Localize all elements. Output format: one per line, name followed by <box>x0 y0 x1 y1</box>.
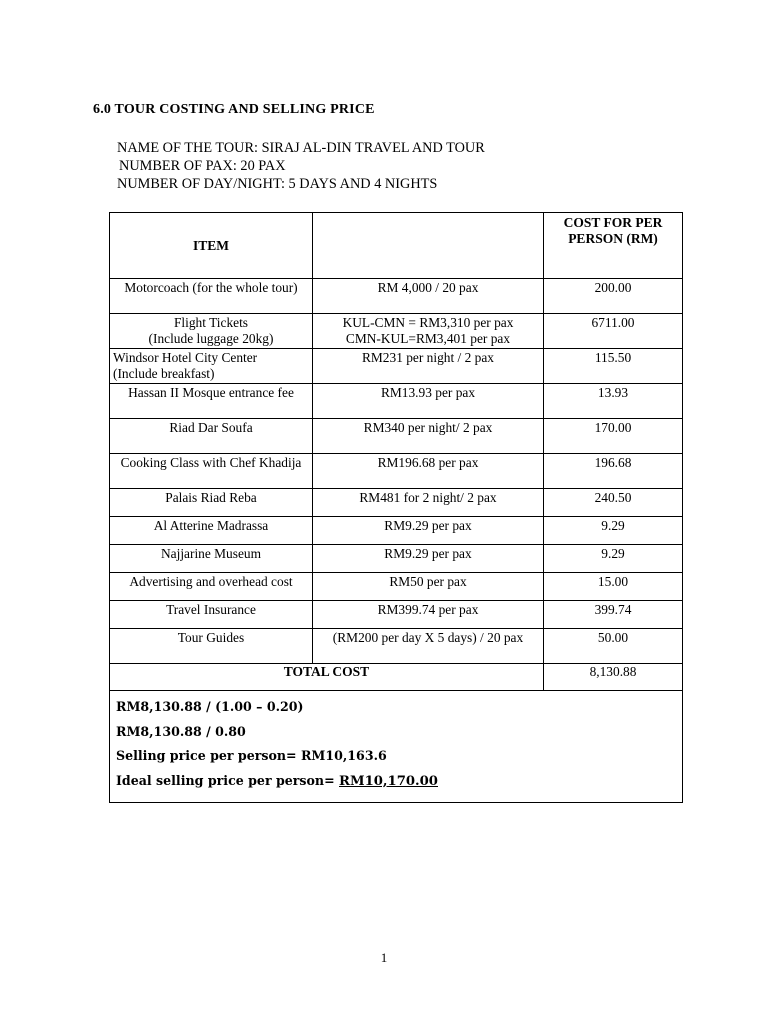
detail-line2: CMN-KUL=RM3,401 per pax <box>345 331 511 346</box>
calc-line-3: Selling price per person= RM10,163.6 <box>116 748 387 763</box>
cost-cell: 15.00 <box>544 573 683 601</box>
item-cell: Cooking Class with Chef Khadija <box>110 454 313 489</box>
cost-cell: 399.74 <box>544 601 683 629</box>
cost-cell: 6711.00 <box>544 314 683 349</box>
item-cell: Tour Guides <box>110 629 313 664</box>
table-row <box>110 349 683 384</box>
calc-line-4 <box>116 769 676 795</box>
ideal-price-value: RM10,170.00 <box>339 773 438 789</box>
tour-name-line: NAME OF THE TOUR: SIRAJ AL-DIN TRAVEL AND TOUR <box>117 140 485 156</box>
ideal-price-label: Ideal selling price per person= <box>116 772 335 788</box>
total-row <box>110 664 683 691</box>
table-row <box>110 489 683 517</box>
cost-cell: 240.50 <box>544 489 683 517</box>
detail-cell: RM196.68 per pax <box>313 454 544 489</box>
item-cell: Advertising and overhead cost <box>110 573 313 601</box>
table-header-row <box>110 213 683 279</box>
detail-cell: RM13.93 per pax <box>313 384 544 419</box>
item-cell: Najjarine Museum <box>110 545 313 573</box>
cost-cell: 9.29 <box>544 517 683 545</box>
detail-cell: RM481 for 2 night/ 2 pax <box>313 489 544 517</box>
header-cost-line1: COST FOR PER <box>563 215 663 230</box>
detail-cell: (RM200 per day X 5 days) / 20 pax <box>313 629 544 664</box>
table-row <box>110 279 683 314</box>
cost-cell: 200.00 <box>544 279 683 314</box>
table-row <box>110 384 683 419</box>
item-line1: Windsor Hotel City Center <box>113 350 258 365</box>
table-row <box>110 545 683 573</box>
page-number: 1 <box>380 950 388 965</box>
costing-table <box>109 212 683 803</box>
detail-cell: RM231 per night / 2 pax <box>313 349 544 384</box>
table-row <box>110 419 683 454</box>
cost-cell: 115.50 <box>544 349 683 384</box>
total-label: TOTAL COST <box>110 664 544 691</box>
cost-cell: 13.93 <box>544 384 683 419</box>
header-cost <box>544 213 683 279</box>
table-row <box>110 573 683 601</box>
item-line1: Flight Tickets <box>173 315 249 330</box>
detail-cell: RM 4,000 / 20 pax <box>313 279 544 314</box>
cost-cell: 9.29 <box>544 545 683 573</box>
item-line2: (Include breakfast) <box>113 366 215 381</box>
item-cell <box>110 349 313 384</box>
item-cell: Hassan II Mosque entrance fee <box>110 384 313 419</box>
pax-count-line: NUMBER OF PAX: 20 PAX <box>119 158 286 174</box>
detail-cell: RM9.29 per pax <box>313 517 544 545</box>
table-row <box>110 314 683 349</box>
section-heading: 6.0 TOUR COSTING AND SELLING PRICE <box>93 102 375 117</box>
item-cell: Al Atterine Madrassa <box>110 517 313 545</box>
cost-cell: 50.00 <box>544 629 683 664</box>
calculation-row <box>110 691 683 803</box>
item-cell: Palais Riad Reba <box>110 489 313 517</box>
cost-cell: 196.68 <box>544 454 683 489</box>
detail-cell: RM399.74 per pax <box>313 601 544 629</box>
header-detail <box>313 213 544 279</box>
duration-line: NUMBER OF DAY/NIGHT: 5 DAYS AND 4 NIGHTS <box>117 176 438 192</box>
cost-cell: 170.00 <box>544 419 683 454</box>
detail-cell: RM50 per pax <box>313 573 544 601</box>
detail-cell <box>313 314 544 349</box>
detail-cell: RM340 per night/ 2 pax <box>313 419 544 454</box>
table-row <box>110 454 683 489</box>
item-cell <box>110 314 313 349</box>
item-cell: Travel Insurance <box>110 601 313 629</box>
calc-line-1: RM8,130.88 / (1.00 – 0.20) <box>116 699 304 714</box>
item-line2: (Include luggage 20kg) <box>148 331 274 346</box>
header-cost-line2: PERSON (RM) <box>568 231 658 246</box>
table-row <box>110 629 683 664</box>
table-row <box>110 517 683 545</box>
item-cell: Riad Dar Soufa <box>110 419 313 454</box>
header-item: ITEM <box>110 213 313 279</box>
detail-cell: RM9.29 per pax <box>313 545 544 573</box>
total-value: 8,130.88 <box>544 664 683 691</box>
calculation-cell <box>110 691 683 803</box>
table-row <box>110 601 683 629</box>
item-cell: Motorcoach (for the whole tour) <box>110 279 313 314</box>
calc-line-2: RM8,130.88 / 0.80 <box>116 723 246 739</box>
detail-line1: KUL-CMN = RM3,310 per pax <box>342 315 514 330</box>
